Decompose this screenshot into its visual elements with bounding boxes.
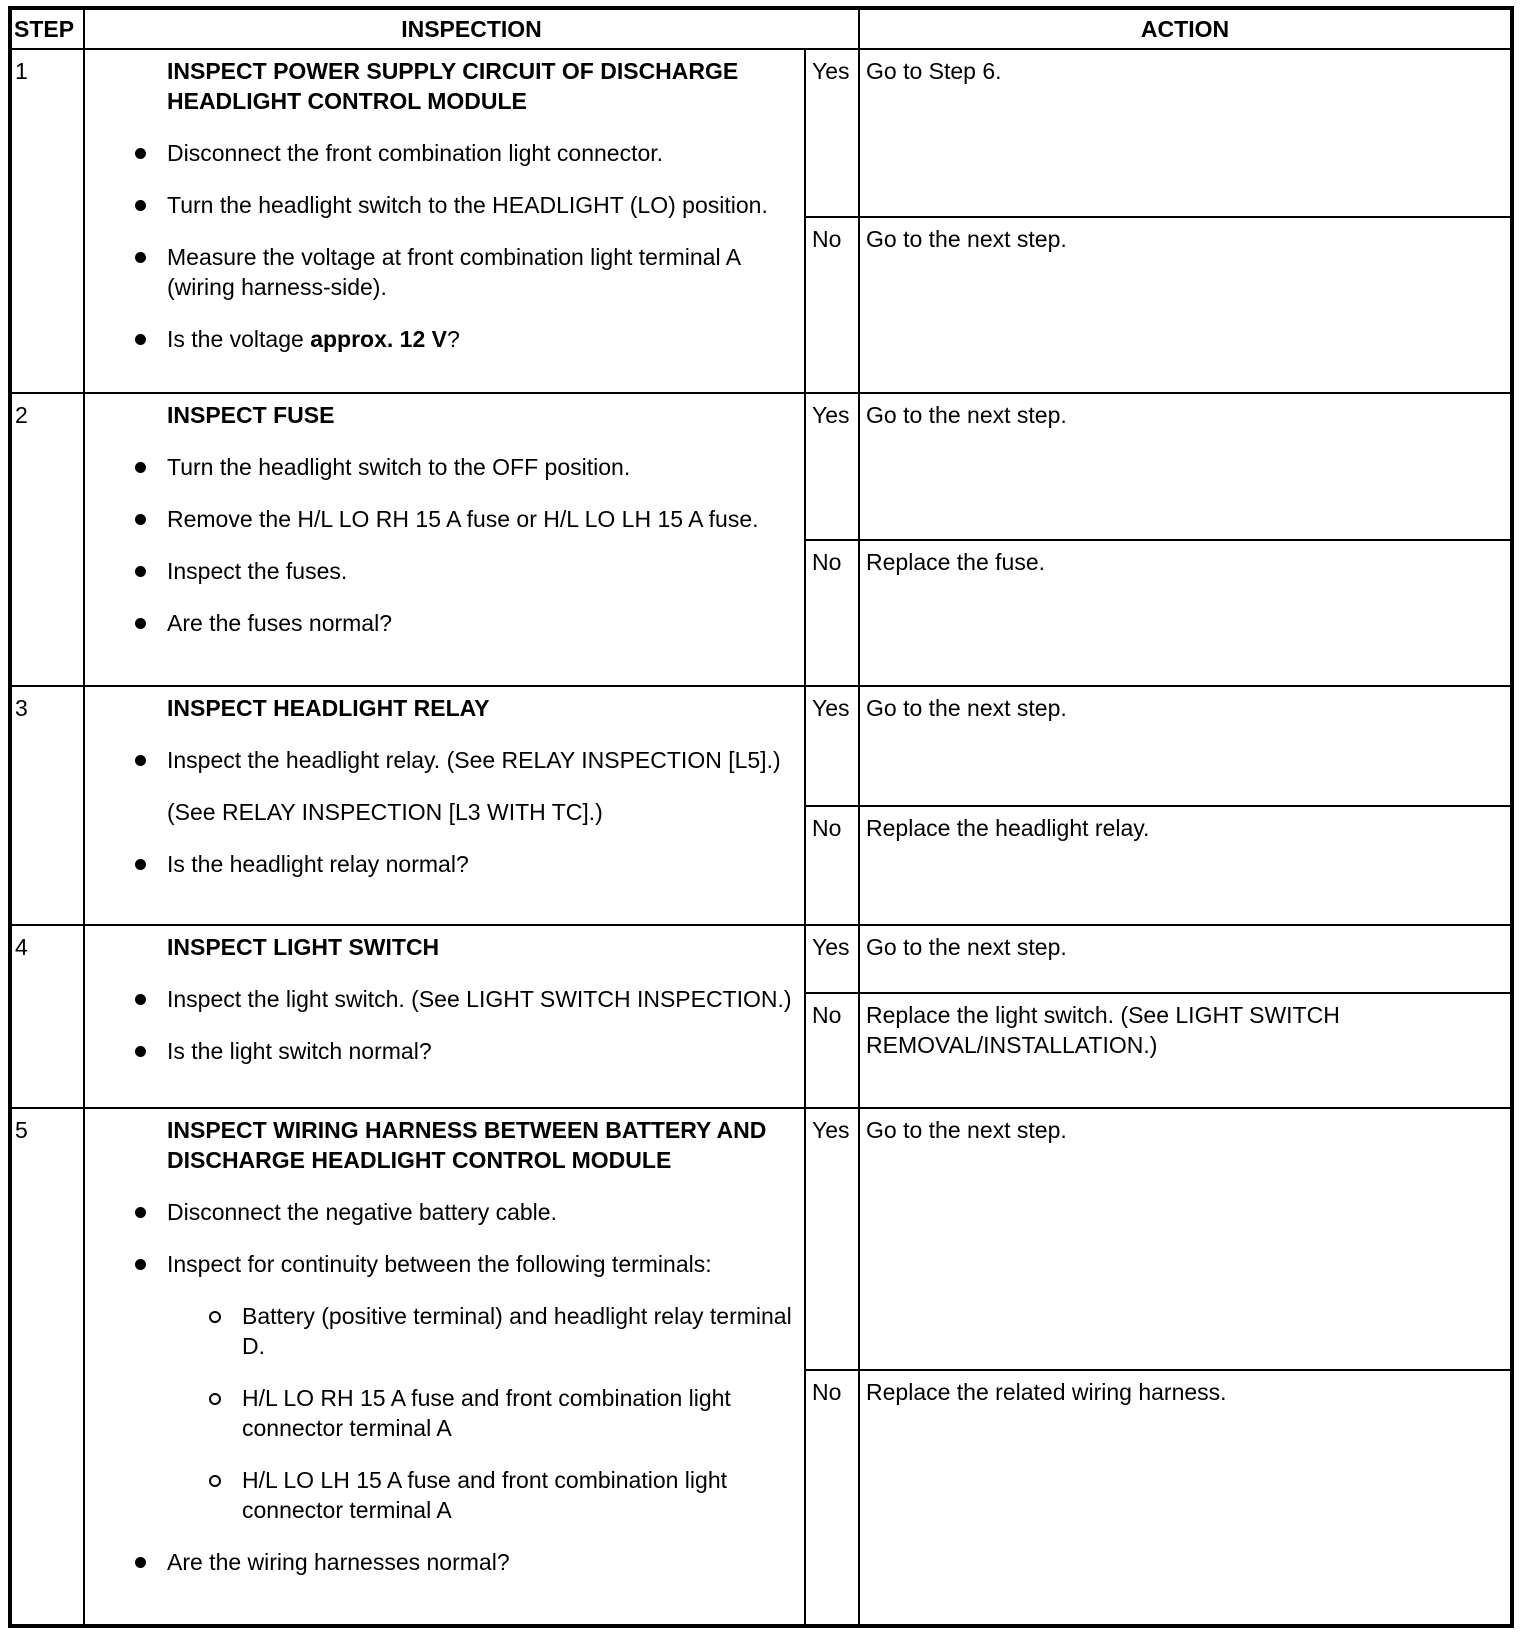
bullet-item: Inspect the fuses. bbox=[85, 556, 794, 586]
header-step: STEP bbox=[10, 8, 84, 49]
step-row bbox=[10, 49, 1512, 217]
header-action: ACTION bbox=[859, 8, 1512, 49]
bullet-item: Remove the H/L LO RH 15 A fuse or H/L LO LH 15 A fuse. bbox=[85, 504, 794, 534]
yes-label: Yes bbox=[805, 49, 859, 217]
bullet-item: Disconnect the negative battery cable. bbox=[85, 1197, 794, 1227]
bullet-question: Are the fuses normal? bbox=[85, 608, 794, 638]
note-text: (See RELAY INSPECTION [L3 WITH TC].) bbox=[167, 799, 603, 825]
step-number: 3 bbox=[10, 686, 84, 925]
step-row bbox=[10, 925, 1512, 993]
no-action: Replace the light switch. (See LIGHT SWITCH REMOVAL/INSTALLATION.) bbox=[859, 993, 1512, 1108]
no-label: No bbox=[805, 1370, 859, 1626]
no-action: Replace the related wiring harness. bbox=[859, 1370, 1512, 1626]
bullet-item: Inspect the light switch. (See LIGHT SWITCH INSPECTION.) bbox=[85, 984, 794, 1014]
no-label: No bbox=[805, 806, 859, 925]
no-action: Replace the headlight relay. bbox=[859, 806, 1512, 925]
question-value: approx. 12 V bbox=[310, 326, 447, 352]
yes-label: Yes bbox=[805, 686, 859, 806]
question-mark: ? bbox=[446, 326, 460, 352]
step-row bbox=[10, 686, 1512, 806]
yes-action: Go to Step 6. bbox=[859, 49, 1512, 217]
no-label: No bbox=[805, 993, 859, 1108]
inspection-cell bbox=[84, 393, 805, 686]
header-row bbox=[10, 8, 1512, 49]
yes-label: Yes bbox=[805, 1108, 859, 1370]
no-label: No bbox=[805, 217, 859, 393]
inspection-cell bbox=[84, 686, 805, 925]
step-title: INSPECT LIGHT SWITCH bbox=[167, 934, 440, 960]
bullet-question: Are the wiring harnesses normal? bbox=[85, 1547, 794, 1577]
bullet-item: Inspect for continuity between the following terminals: bbox=[85, 1249, 794, 1279]
step-row bbox=[10, 1108, 1512, 1370]
step-number: 2 bbox=[10, 393, 84, 686]
step-title: INSPECT HEADLIGHT RELAY bbox=[167, 695, 490, 721]
bullet-item: Disconnect the front combination light connector. bbox=[85, 138, 794, 168]
step-number: 4 bbox=[10, 925, 84, 1108]
troubleshooting-table bbox=[8, 6, 1514, 1628]
bullet-item: Measure the voltage at front combination light terminal A (wiring harness-side). bbox=[85, 242, 794, 302]
step-row bbox=[10, 393, 1512, 540]
step-title: INSPECT FUSE bbox=[167, 402, 335, 428]
yes-action: Go to the next step. bbox=[859, 686, 1512, 806]
question-text: Is the voltage bbox=[167, 326, 311, 352]
bullet-item: Turn the headlight switch to the OFF position. bbox=[85, 452, 794, 482]
yes-action: Go to the next step. bbox=[859, 925, 1512, 993]
inspection-cell bbox=[84, 925, 805, 1108]
yes-label: Yes bbox=[805, 925, 859, 993]
bullet-item: Inspect the headlight relay. (See RELAY INSPECTION [L5].) bbox=[85, 745, 794, 775]
no-action: Replace the fuse. bbox=[859, 540, 1512, 686]
inspection-cell bbox=[84, 1108, 805, 1626]
yes-action: Go to the next step. bbox=[859, 393, 1512, 540]
bullet-item: Turn the headlight switch to the HEADLIGHT (LO) position. bbox=[85, 190, 794, 220]
step-number: 5 bbox=[10, 1108, 84, 1626]
step-title: INSPECT WIRING HARNESS BETWEEN BATTERY AND DISCHARGE HEADLIGHT CONTROL MODULE bbox=[167, 1117, 767, 1173]
yes-label: Yes bbox=[805, 393, 859, 540]
bullet-question: Is the light switch normal? bbox=[85, 1036, 794, 1066]
sub-bullet-item: Battery (positive terminal) and headlight relay terminal D. bbox=[85, 1301, 794, 1361]
step-title: INSPECT POWER SUPPLY CIRCUIT OF DISCHARGE HEADLIGHT CONTROL MODULE bbox=[167, 58, 739, 114]
bullet-question bbox=[85, 324, 794, 354]
sub-bullet-item: H/L LO RH 15 A fuse and front combination light connector terminal A bbox=[85, 1383, 794, 1443]
no-action: Go to the next step. bbox=[859, 217, 1512, 393]
step-number: 1 bbox=[10, 49, 84, 393]
inspection-cell bbox=[84, 49, 805, 393]
sub-bullet-item: H/L LO LH 15 A fuse and front combination light connector terminal A bbox=[85, 1465, 794, 1525]
header-inspection: INSPECTION bbox=[84, 8, 859, 49]
bullet-question: Is the headlight relay normal? bbox=[85, 849, 794, 879]
yes-action: Go to the next step. bbox=[859, 1108, 1512, 1370]
no-label: No bbox=[805, 540, 859, 686]
